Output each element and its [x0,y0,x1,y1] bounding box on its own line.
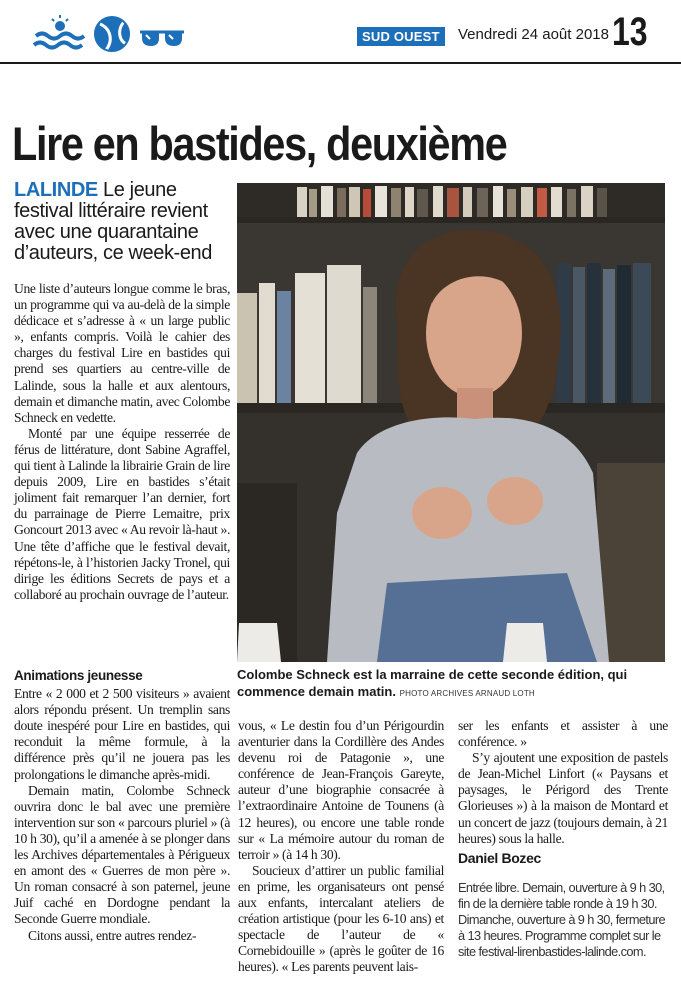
article-photo [237,183,665,662]
masthead-icons [32,14,186,54]
waves-sun-icon [32,14,86,54]
paragraph: Soucieux d’attirer un public familial en prime, les organisateurs ont pensé aux enfants, intercalant ateliers de création artistique (pour les 6-10 ans) et spectacle de l’auteur de « Cornebidouille » (après le goûter de 16 heures). « Les parents peuvent lais- [238,862,444,975]
article-column-1-lower [14,668,230,944]
paragraph: vous, « Le destin fou d’un Périgourdin aventurier dans la Cordillère des Andes devenu roi de Patagonie », une conférence de Jean-François Gareyte, auteur d’une biographie consacrée à l’extraordinaire Antoine de Tounens (à 12 heures), ou encore une table ronde sur « La mémoire autour du roman de terroir » (à 14 h 30). [238,718,444,862]
newspaper-brand: SUD OUEST [357,27,445,46]
paragraph: ser les enfants et assister à une conférence. » [458,718,668,750]
paragraph: Demain matin, Colombe Schneck ouvrira donc le bal avec une première intervention sur son « parcours pluriel » (à 10 h 30), qu’il a amenée à se plonger dans les Archives départementales à Périgueux en amont des « Guerres de mon père ». Un roman consacré à son paternel, jeune Juif caché en Dordogne pendant la Seconde Guerre mondiale. [14,782,231,927]
paragraph: Une liste d’auteurs longue comme le bras, un programme qui va au-delà de la simple dédicace et s’adresse à « un large public », enfants compris. Voilà le cahier des charges du festival Lire en bastides qui prend ses quartiers au centre-ville de Lalinde, sous la halle et aux alentours, demain et dimanche matin, avec Colombe Schneck en vedette. [14,281,230,425]
standfirst-text: Le jeune festival littéraire revient avec une quarantaine d’auteurs, ce week-end [14,179,212,264]
article-column-1 [14,281,230,603]
page-number: 13 [612,10,648,54]
article-standfirst [14,180,229,264]
caption-text: Colombe Schneck est la marraine de cette seconde édition, qui commence demain matin. [237,667,628,699]
article-headline: Lire en bastides, deuxième [12,117,507,170]
article-column-3 [458,718,668,960]
paragraph: Monté par une équipe resserrée de férus de littérature, dont Sabine Agraffel, qui tient à Lalinde la librairie Grain de lire depuis 2009, Lire en bastides s’était joliment fait remarquer l’an dernier, fort du parrainage de Pierre Lemaitre, prix Goncourt 2013 avec « Au revoir là-haut ». Une tête d’affiche que le festival devait, répétons-le, à l’historien Jacky Tronel, qui dirige les éditions Secrets de pays et a collaboré au prochain ouvrage de l’auteur. [14,425,230,602]
issue-date: Vendredi 24 août 2018 [458,26,609,43]
portrait-photo-graphic [237,183,665,662]
sunglasses-icon [138,14,186,54]
practical-info: Entrée libre. Demain, ouverture à 9 h 30, fin de la dernière table ronde à 19 h 30. Dimanche, ouverture à 9 h 30, fermeture à 13 heures. Programme complet sur le site festival-lirenbastides-lalinde.com. [458,879,666,959]
location-kicker: LALINDE [14,179,98,201]
article-byline: Daniel Bozec [458,849,541,866]
paragraph: Citons aussi, entre autres rendez- [28,927,197,943]
masthead [0,0,681,64]
photo-credit: PHOTO ARCHIVES ARNAUD LOTH [399,689,535,698]
beach-ball-icon [92,14,132,54]
article-column-2 [238,718,444,976]
subheading: Animations jeunesse [14,668,143,683]
paragraph: S’y ajoutent une exposition de pastels de Jean-Michel Linfort (« Paysans et paysages, le Périgord des Trente Glorieuses ») à la maison de Montard et un concert de jazz (toujours demain, à 21 heures) sous la halle. [458,750,668,846]
photo-caption [237,666,667,702]
paragraph: Entre « 2 000 et 2 500 visiteurs » avaient alors répondu présent. Un tremplin sans doute inespéré pour Lire en bastides, qui reconduit la même formule, à la différence près qu’il ne jouera pas les prolongations le dimanche après-midi. [14,686,230,782]
